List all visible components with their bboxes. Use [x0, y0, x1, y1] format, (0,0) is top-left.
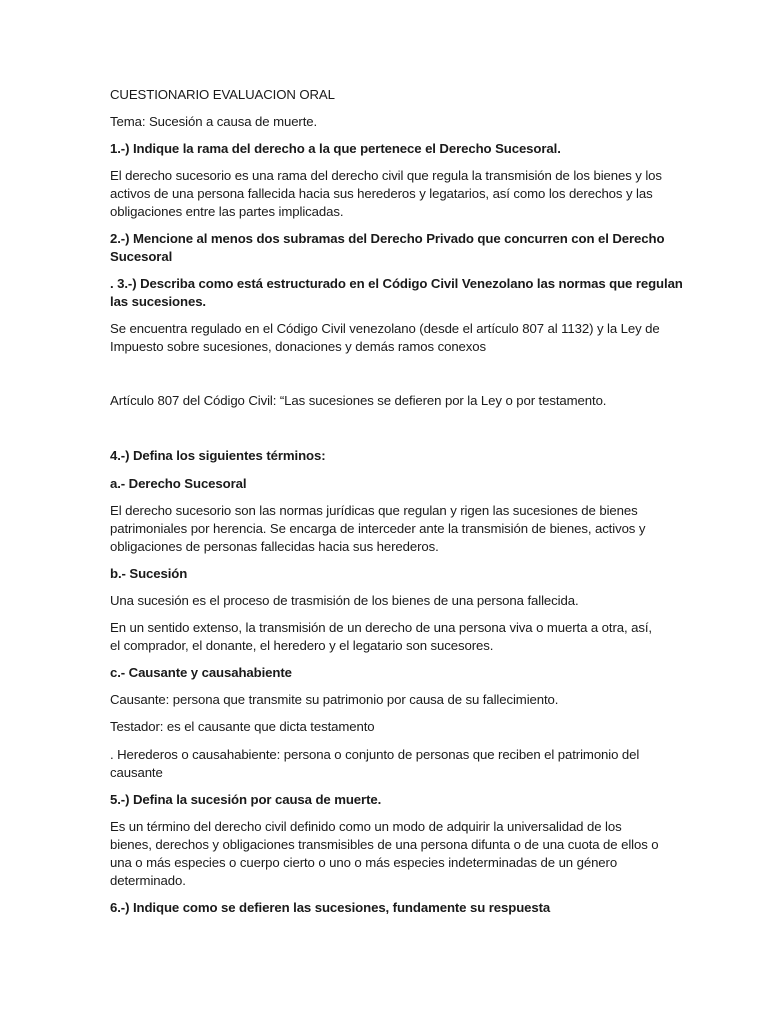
answer-3-line: Se encuentra regulado en el Código Civil venezolano (desde el artículo 807 al 1132) y la Ley de: [110, 321, 660, 336]
question-4: 4.-) Defina los siguientes términos:: [110, 448, 326, 463]
answer-1-line: activos de una persona fallecida hacia sus herederos y legatarios, así como los derechos y las: [110, 186, 653, 201]
testador-definition: Testador: es el causante que dicta testamento: [110, 719, 375, 734]
answer-5-line: determinado.: [110, 873, 186, 888]
answer-5-line: Es un término del derecho civil definido como un modo de adquirir la universalidad de los: [110, 819, 622, 834]
term-c-heading: c.- Causante y causahabiente: [110, 665, 292, 680]
question-2-line: Sucesoral: [110, 249, 173, 264]
article-807-quote: Artículo 807 del Código Civil: “Las sucesiones se defieren por la Ley o por testamento.: [110, 393, 607, 408]
term-a-heading: a.- Derecho Sucesoral: [110, 476, 247, 491]
answer-5-line: una o más especies o cuerpo cierto o uno o más especies indeterminadas de un género: [110, 855, 618, 870]
question-6: 6.-) Indique como se defieren las sucesiones, fundamente su respuesta: [110, 900, 551, 915]
answer-3-line: Impuesto sobre sucesiones, donaciones y demás ramos conexos: [110, 339, 487, 354]
term-b-definition: Una sucesión es el proceso de trasmisión de los bienes de una persona fallecida.: [110, 593, 579, 608]
term-a-definition-line: El derecho sucesorio son las normas jurídicas que regulan y rigen las sucesiones de bienes: [110, 503, 638, 518]
term-a-definition-line: obligaciones de personas fallecidas hacia sus herederos.: [110, 539, 439, 554]
answer-5-line: bienes, derechos y obligaciones transmisibles de una persona difunta o de una cuota de ellos o: [110, 837, 659, 852]
term-b-extended-line: el comprador, el donante, el heredero y el legatario son sucesores.: [110, 638, 494, 653]
document-header: CUESTIONARIO EVALUACION ORAL: [110, 87, 335, 102]
topic-line: Tema: Sucesión a causa de muerte.: [110, 114, 318, 129]
term-b-extended-line: En un sentido extenso, la transmisión de un derecho de una persona viva o muerta a otra, así,: [110, 620, 652, 635]
question-5: 5.-) Defina la sucesión por causa de muerte.: [110, 792, 382, 807]
causante-definition: Causante: persona que transmite su patrimonio por causa de su fallecimiento.: [110, 692, 559, 707]
herederos-definition-line: . Herederos o causahabiente: persona o conjunto de personas que reciben el patrimonio del: [110, 747, 640, 762]
answer-1-line: El derecho sucesorio es una rama del derecho civil que regula la transmisión de los bienes y los: [110, 168, 662, 183]
question-1: 1.-) Indique la rama del derecho a la que pertenece el Derecho Sucesoral.: [110, 141, 561, 156]
term-b-heading: b.- Sucesión: [110, 566, 188, 581]
question-3-line: las sucesiones.: [110, 294, 206, 309]
question-3-line: . 3.-) Describa como está estructurado en el Código Civil Venezolano las normas que regulan: [110, 276, 683, 291]
question-2-line: 2.-) Mencione al menos dos subramas del Derecho Privado que concurren con el Derecho: [110, 231, 665, 246]
herederos-definition-line: causante: [110, 765, 163, 780]
term-a-definition-line: patrimoniales por herencia. Se encarga de interceder ante la transmisión de bienes, activos y: [110, 521, 646, 536]
answer-1-line: obligaciones entre las partes implicadas.: [110, 204, 344, 219]
